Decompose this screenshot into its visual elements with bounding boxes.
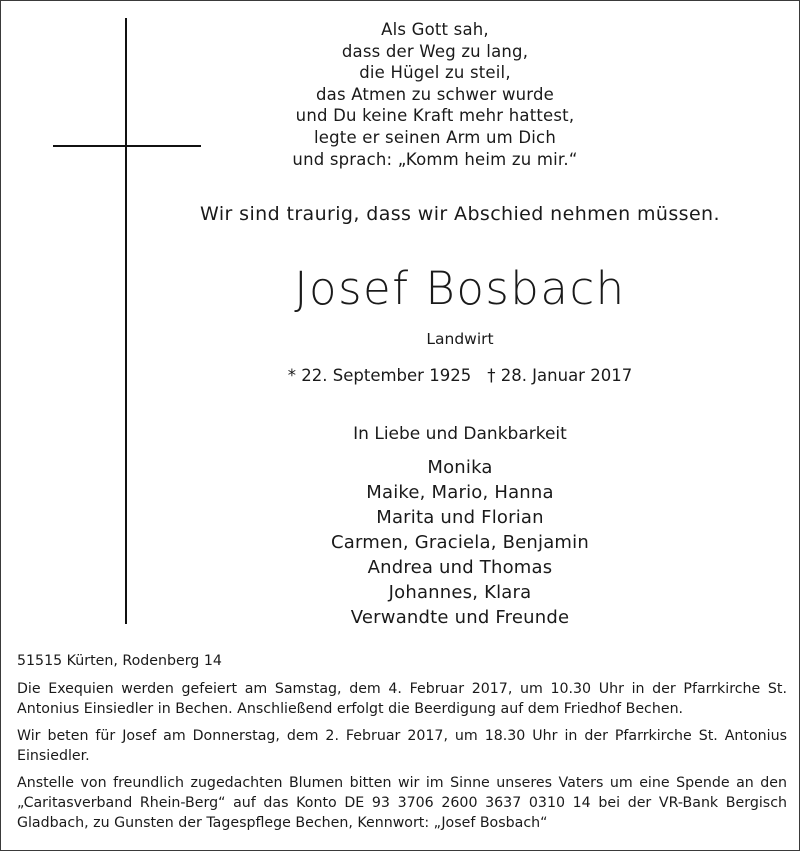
sad-line: Wir sind traurig, dass wir Abschied nehmen müssen. [200,203,720,225]
mourner-line: Marita und Florian [376,507,544,528]
family-address: 51515 Kürten, Rodenberg 14 [17,653,222,669]
mourner-line: Maike, Mario, Hanna [366,482,554,503]
poem-line: Als Gott sah, [381,20,489,39]
mourner-line: Andrea und Thomas [367,557,553,578]
death-date: † 28. Januar 2017 [487,366,633,385]
notice-section [17,651,787,840]
life-dates [200,366,720,385]
cross-horizontal-bar [53,145,201,147]
prayer-notice: Wir beten für Josef am Donnerstag, dem 2. Februar 2017, um 18.30 Uhr in der Pfarrkirche St. Antonius Einsiedler. [17,728,787,764]
mourner-line: Monika [427,457,493,478]
donation-notice: Anstelle von freundlich zugedachten Blumen bitten wir im Sinne unseres Vaters um eine Spende an den „Caritasverband Rhein-Berg“ auf das Konto DE 93 3706 2600 3637 0310 14 bei der VR-Bank Bergisch Gladbach, zu Gunsten der Tagespflege Bechen, Kennwort: „Josef Bosbach“ [17,775,787,831]
mourner-line: Carmen, Graciela, Benjamin [331,532,589,553]
funeral-notice: Die Exequien werden gefeiert am Samstag, dem 4. Februar 2017, um 10.30 Uhr in der Pfarrkirche St. Antonius Einsiedler in Bechen. Anschließend erfolgt die Beerdigung auf dem Friedhof Bechen. [17,681,787,717]
poem-line: und sprach: „Komm heim zu mir.“ [292,149,578,169]
deceased-name: Josef Bosbach [294,262,626,315]
mourners-list [260,455,660,630]
poem-line: die Hügel zu steil, [359,63,511,83]
mourner-line: Johannes, Klara [388,582,532,603]
cross-vertical-bar [125,18,127,624]
birth-date: * 22. September 1925 [287,366,472,385]
poem-line: dass der Weg zu lang, [341,41,529,61]
mourner-line: Verwandte und Freunde [350,607,570,628]
deceased-occupation: Landwirt [426,330,494,348]
farewell-line: In Liebe und Dankbarkeit [353,424,567,444]
poem-line: legte er seinen Arm um Dich [314,127,556,147]
poem-line: und Du keine Kraft mehr hattest, [295,106,575,126]
poem-line: das Atmen zu schwer wurde [315,84,555,104]
poem [250,19,620,170]
